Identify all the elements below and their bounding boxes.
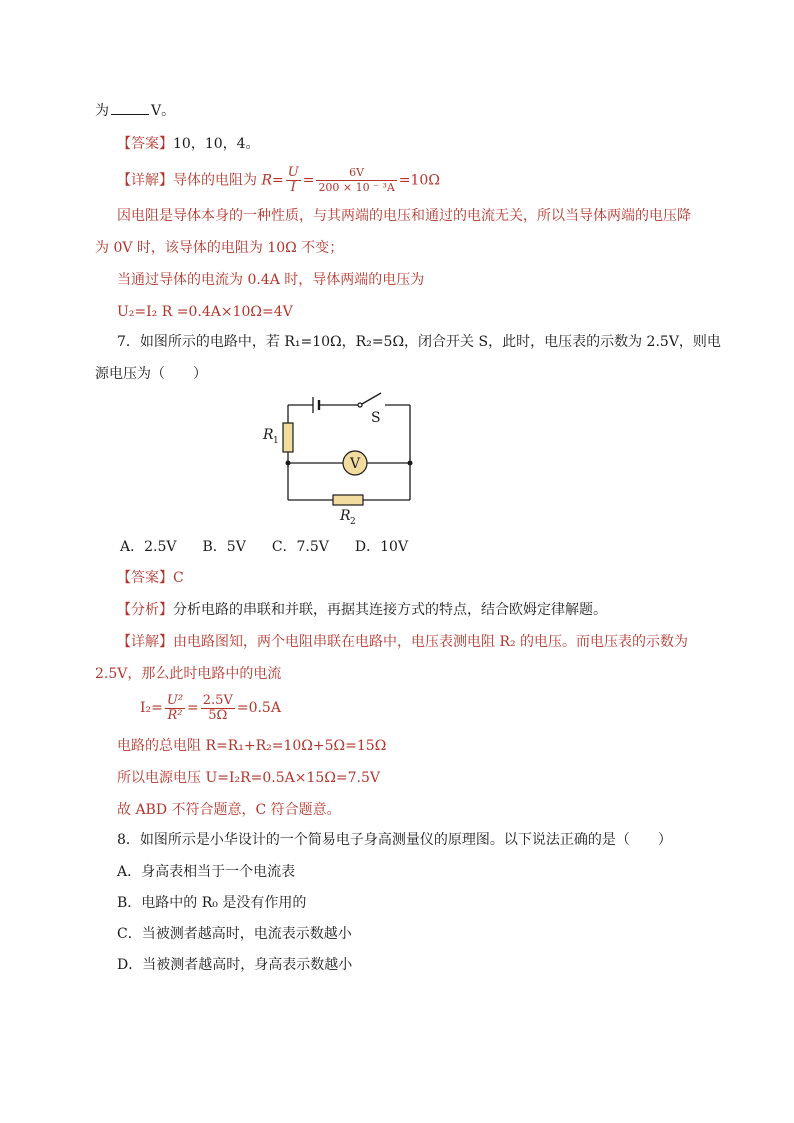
q8-stem: 8．如图所示是小华设计的一个简易电子身高测量仪的原理图。以下说法正确的是（ ） — [117, 832, 672, 848]
resistor-r2 — [333, 495, 363, 505]
q6-detail-formula — [117, 166, 440, 195]
q7-option-a[interactable]: A．2.5V — [120, 539, 177, 555]
q8-option-b[interactable]: B．电路中的 R₀ 是没有作用的 — [117, 895, 307, 911]
q7-conclusion: 故 ABD 不符合题意，C 符合题意。 — [117, 802, 341, 818]
q7-i-lhs: I₂= — [140, 700, 163, 716]
q6-detail-lead: 导体的电阻为 — [173, 172, 262, 189]
q6-frac2-den: 200 × 10 ⁻ ³A — [318, 181, 395, 194]
q6-fraction-values — [316, 166, 396, 195]
q7-detail-tag: 【详解】 — [117, 634, 173, 650]
junction-right — [408, 461, 413, 466]
q6-r-lhs: R — [261, 172, 272, 189]
q7-analysis-text: 分析电路的串联和并联，再据其连接方式的特点，结合欧姆定律解题。 — [173, 602, 607, 618]
switch-label: S — [371, 410, 381, 426]
r2-label: R — [340, 508, 351, 524]
q7-detail-l2: 2.5V，那么此时电路中的电流 — [95, 666, 282, 682]
q7-current-formula — [140, 692, 281, 724]
resistor-r1 — [283, 423, 293, 452]
r2-label-sub: 2 — [350, 517, 356, 527]
q7-total-r: 电路的总电阻 R=R₁+R₂=10Ω+5Ω=15Ω — [117, 738, 387, 754]
q6-fraction-ui — [286, 166, 301, 195]
q6-formula: U₂=I₂ R =0.4A×10Ω=4V — [117, 304, 293, 320]
q7-eq2: = — [187, 700, 199, 716]
q7-source-v: 所以电源电压 U=I₂R=0.5A×15Ω=7.5V — [117, 770, 381, 786]
q7-detail-l1: 由电路图知，两个电阻串联在电路中，电压表测电阻 R₂ 的电压。而电压表的示数为 — [173, 634, 689, 650]
q6-detail-tag: 【详解】 — [117, 172, 173, 189]
q6-tail-prefix: 为 — [95, 103, 109, 119]
q6-answer-tag: 【答案】 — [117, 136, 173, 152]
q6-result: =10Ω — [398, 172, 440, 189]
q6-tail-suffix: V。 — [151, 103, 176, 119]
q7-analysis — [117, 600, 607, 620]
q8-option-d[interactable]: D．当被测者越高时，身高表示数越小 — [117, 957, 353, 973]
junction-left — [286, 461, 291, 466]
q7-answer-tag: 【答案】 — [117, 570, 173, 586]
q6-eq-2: = — [302, 172, 315, 189]
switch-blade[interactable] — [362, 393, 381, 404]
q6-para2: 当通过导体的电流为 0.4A 时，导体两端的电压为 — [117, 272, 425, 288]
q6-fill-blank-line — [95, 100, 175, 121]
q8-option-c[interactable]: C．当被测者越高时，电流表示数越小 — [117, 926, 352, 942]
q7-frac-b-num: 2.5V — [202, 692, 233, 708]
q7-stem-l2: 源电压为（ ） — [95, 366, 207, 382]
r1-label-sub: 1 — [273, 436, 279, 446]
q7-frac-a-den: R² — [167, 707, 183, 723]
q7-answer-text: C — [173, 570, 184, 586]
q7-circuit-diagram — [255, 385, 430, 530]
q7-i-result: =0.5A — [236, 700, 281, 716]
q7-option-b[interactable]: B．5V — [202, 539, 246, 555]
q7-fraction-b — [201, 694, 235, 723]
q7-detail-l1-line — [117, 632, 688, 652]
q6-para1-l2: 为 0V 时，该导体的电阻为 10Ω 不变； — [95, 240, 344, 256]
q6-frac1-den: I — [290, 180, 296, 195]
q6-answer-text: 10，10，4。 — [173, 136, 260, 152]
switch-pivot — [358, 403, 362, 407]
q6-frac1-num: U — [287, 165, 299, 180]
q7-option-d[interactable]: D．10V — [354, 539, 409, 555]
q6-answer — [117, 134, 260, 154]
q7-frac-a-num: U² — [166, 692, 184, 708]
q8-option-a[interactable]: A．身高表相当于一个电流表 — [117, 864, 296, 880]
voltmeter-label: V — [349, 456, 361, 472]
q7-analysis-tag: 【分析】 — [117, 602, 173, 618]
q7-options — [120, 537, 434, 557]
q7-answer — [117, 568, 184, 588]
q7-stem-l1: 7．如图所示的电路中，若 R₁=10Ω，R₂=5Ω，闭合开关 S，此时，电压表的示数为 2.5V，则电 — [117, 334, 721, 350]
r1-label: R — [263, 427, 274, 443]
q7-frac-b-den: 5Ω — [208, 707, 228, 723]
q6-para1-l1: 因电阻是导体本身的一种性质，与其两端的电压和通过的电流无关，所以当导体两端的电压降 — [117, 208, 691, 224]
q6-frac2-num: 6V — [316, 166, 396, 181]
q6-eq: = — [272, 172, 284, 189]
q6-answer-blank[interactable] — [111, 100, 149, 115]
q7-fraction-a — [165, 694, 185, 723]
q7-option-c[interactable]: C．7.5V — [271, 539, 329, 555]
